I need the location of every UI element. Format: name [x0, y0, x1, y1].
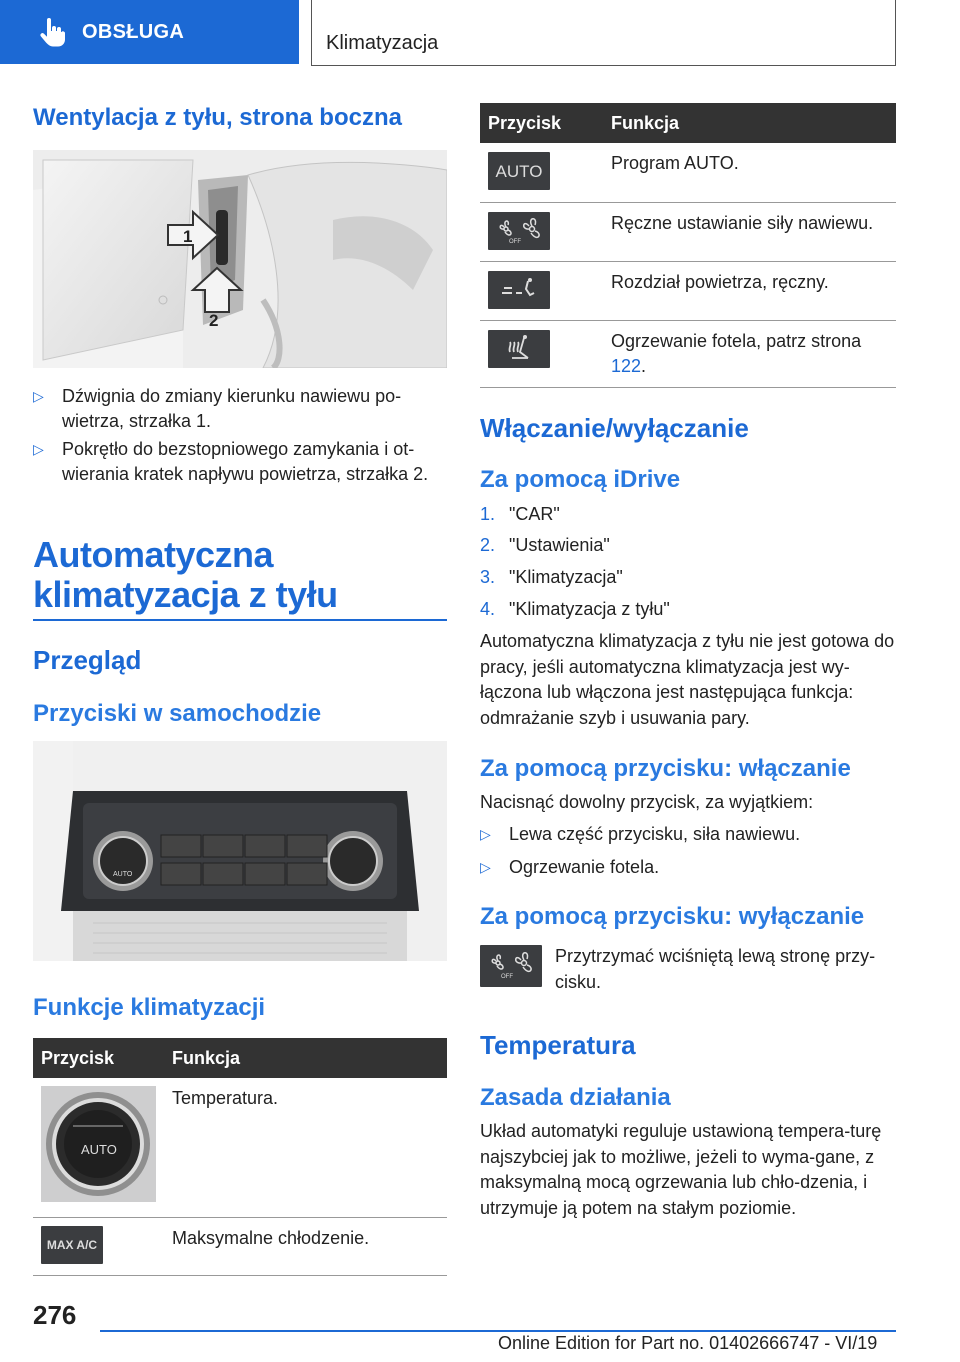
table-row	[33, 1218, 447, 1276]
climate-console-image	[33, 741, 447, 961]
on-title: Za pomocą przycisku: włączanie	[480, 755, 851, 782]
vent-bullet-1: ▷ Dźwignia do zmiany kierunku nawiewu po-wietrza, strzałka 1.	[33, 386, 402, 431]
arrow-1-label: 1	[183, 227, 193, 246]
svg-text:AUTO: AUTO	[113, 871, 133, 878]
hand-icon	[38, 17, 66, 47]
rear-vent-image	[33, 150, 447, 368]
function-text: Program AUTO.	[603, 143, 896, 202]
function-text: Temperatura.	[164, 1078, 447, 1218]
table-row	[480, 202, 896, 261]
chapter-box	[311, 0, 896, 66]
seat-heating-button-icon	[488, 330, 550, 368]
idrive-title: Za pomocą iDrive	[480, 466, 681, 493]
triangle-bullet-icon: ▷	[33, 441, 44, 457]
left-functions-table	[33, 1038, 447, 1276]
col-function-header: Funkcja	[603, 103, 896, 143]
table-row	[480, 143, 896, 202]
overview-title: Przegląd	[33, 645, 142, 675]
col-button-header: Przycisk	[33, 1038, 164, 1078]
chapter-title: Klimatyzacja	[326, 32, 439, 54]
function-text: Ogrzewanie fotela, patrz strona 122.	[603, 320, 896, 387]
main-title: Automatyczna klimatyzacja z tyłu	[33, 534, 338, 615]
title-rule	[33, 619, 447, 621]
max-ac-button-icon: MAX A/C	[41, 1226, 103, 1264]
on-paragraph: Nacisnąć dowolny przycisk, za wyjątkiem:	[480, 792, 814, 812]
table-row	[480, 320, 896, 387]
functions-title: Funkcje klimatyzacji	[33, 994, 266, 1021]
off-title: Za pomocą przycisku: wyłączanie	[480, 903, 865, 930]
section-label: OBSŁUGA	[82, 20, 185, 43]
svg-text:OFF: OFF	[501, 974, 513, 980]
principle-title: Zasada działania	[480, 1084, 671, 1111]
arrow-2-label: 2	[209, 311, 219, 330]
triangle-bullet-icon: ▷	[33, 388, 44, 404]
edition-text: Online Edition for Part no. 01402666747 - VI/19	[498, 1333, 878, 1353]
col-function-header: Funkcja	[164, 1038, 447, 1078]
vent-bullet-2: ▷ Pokrętło do bezstopniowego zamykania i ot-wierania kratek napływu powietrza, strzałka 2.	[33, 439, 429, 484]
triangle-bullet-icon: ▷	[480, 826, 491, 842]
page-number: 276	[33, 1300, 77, 1330]
function-text: Ręczne ustawianie siły nawiewu.	[603, 202, 896, 261]
triangle-bullet-icon: ▷	[480, 859, 491, 875]
on-bullet-2: ▷ Ogrzewanie fotela.	[480, 855, 896, 880]
fan-speed-button-icon	[488, 212, 550, 250]
function-text: Rozdział powietrza, ręczny.	[603, 261, 896, 320]
fan-speed-off-button-icon	[480, 945, 542, 987]
air-distribution-button-icon	[488, 271, 550, 309]
auto-button-icon: AUTO	[488, 152, 550, 190]
right-functions-table	[480, 103, 896, 388]
temperature-knob-icon	[41, 1086, 156, 1202]
table-row	[480, 261, 896, 320]
buttons-title: Przyciski w samochodzie	[33, 700, 322, 727]
temperature-title: Temperatura	[480, 1030, 636, 1060]
function-text: Maksymalne chłodzenie.	[164, 1218, 447, 1276]
table-row	[33, 1078, 447, 1218]
section-tab[interactable]	[0, 0, 299, 64]
vent-title: Wentylacja z tyłu, strona boczna	[33, 104, 402, 131]
onoff-title: Włączanie/wyłączanie	[480, 413, 749, 443]
footer-rule	[100, 1330, 896, 1332]
off-paragraph: Przytrzymać wciśniętą lewą stronę przy-cisku.	[555, 946, 876, 992]
svg-text:AUTO: AUTO	[81, 1142, 117, 1157]
idrive-paragraph: Automatyczna klimatyzacja z tyłu nie jest gotowa do pracy, jeśli automatyczna klimatyzacja jest wy-łączona lub włączona jest następująca funkcja: odmrażanie szyb i usuwania pary.	[480, 631, 895, 728]
on-bullet-1: ▷ Lewa część przycisku, siła nawiewu.	[480, 822, 896, 847]
svg-text:OFF: OFF	[509, 238, 521, 245]
page-ref-link[interactable]: 122	[611, 355, 642, 376]
principle-paragraph: Układ automatyki reguluje ustawioną tempera-turę najszybciej jak to możliwe, jeżeli to wyma-gane, z maksymalną mocą ogrzewania lub chło-dzenia, i utrzymuje ją potem na stałym poziomie.	[480, 1121, 882, 1218]
col-button-header: Przycisk	[480, 103, 603, 143]
